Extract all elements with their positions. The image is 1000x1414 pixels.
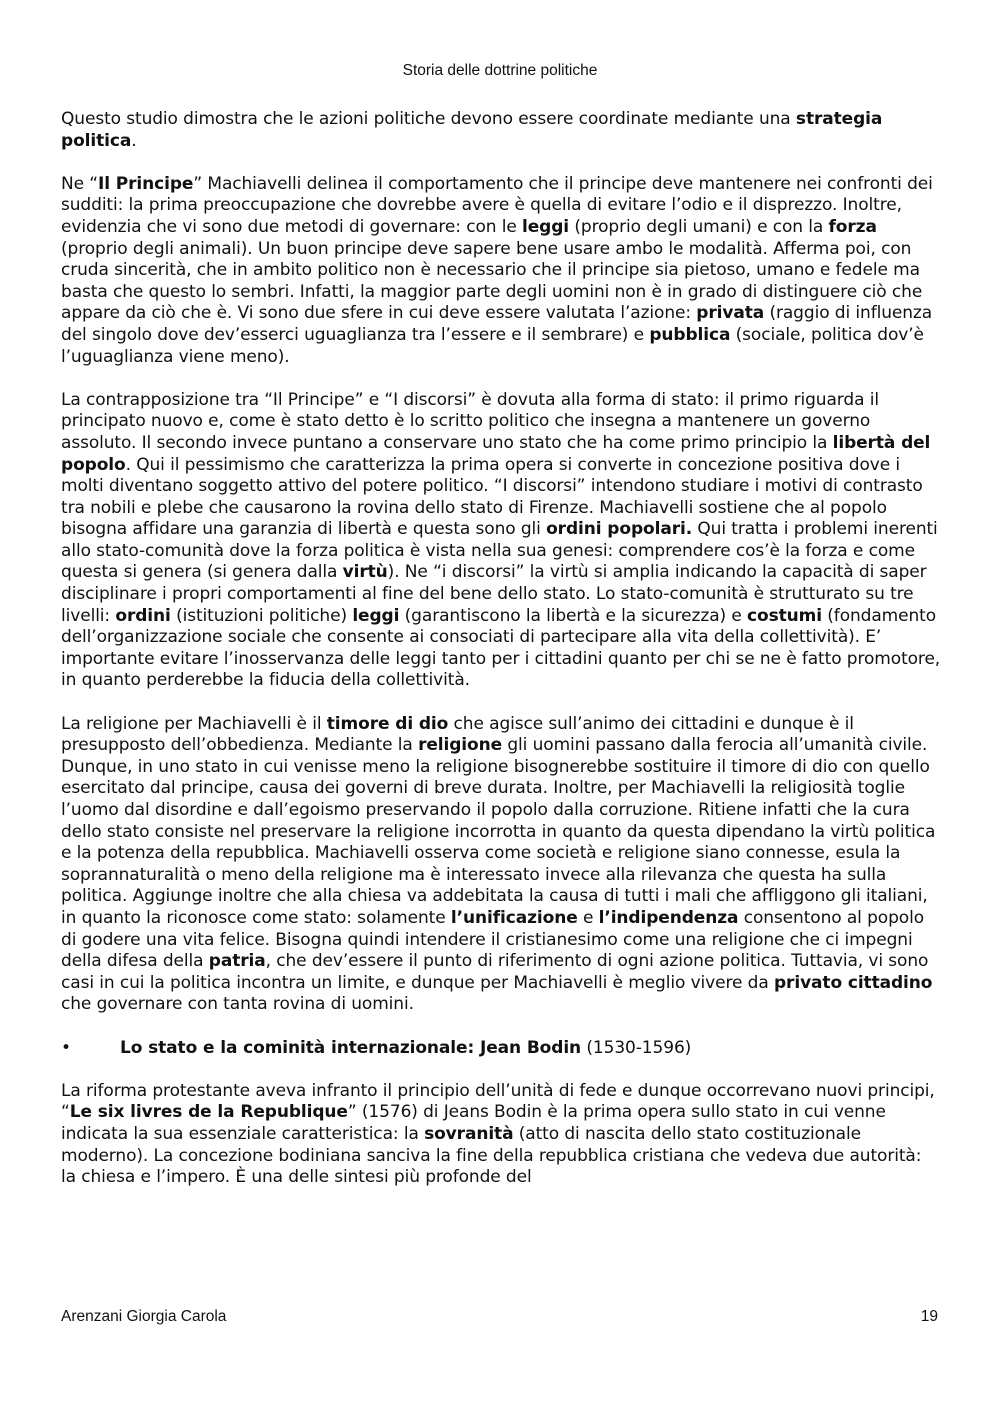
bold-term: strategia politica: [61, 109, 883, 151]
text-span: che agisce sull’animo dei cittadini e dunque è il presupposto dell’obbedienza. Mediante la: [61, 713, 854, 756]
text-span: La riforma protestante aveva infranto il principio dell’unità di fede e dunque occorrevano nuovi principi, “: [61, 1080, 935, 1123]
text-span: , che dev’essere il punto di riferimento di ogni azione politica. Tuttavia, vi sono casi in cui la politica incontra un limite, e dunque per Machiavelli è meglio vivere da: [61, 951, 929, 993]
paragraph-il-principe: [61, 174, 941, 368]
bold-term: libertà del popolo: [61, 432, 931, 475]
text-span: Ne “: [61, 173, 98, 194]
bullet-icon: •: [61, 1037, 71, 1058]
bold-term: timore di dio: [326, 713, 449, 734]
bold-term: pubblica: [649, 324, 731, 345]
bold-term: costumi: [747, 605, 822, 626]
bold-term: privata: [696, 303, 765, 324]
bold-term: Le six livres de la Republique: [69, 1102, 348, 1123]
bold-term: l’indipendenza: [598, 907, 739, 928]
bold-term: privato cittadino: [773, 972, 933, 993]
text-span: consentono al popolo di godere una vita felice. Bisogna quindi intendere il cristianesimo come una religione che ci impegni della difesa della: [61, 907, 925, 972]
page-header: Storia delle dottrine politiche: [402, 62, 598, 79]
text-span: (istituzioni politiche): [170, 605, 353, 626]
bold-term: l’unificazione: [450, 907, 578, 928]
text-span: (proprio degli umani) e con la: [569, 216, 829, 237]
text-span: ). Ne “i discorsi” la virtù si amplia indicando la capacità di saper disciplinare i propri comportamenti al fine del bene dello stato. Lo stato-comunità è strutturato su tre livelli:: [61, 562, 927, 626]
text-span: (garantiscono la libertà e la sicurezza) e: [399, 605, 748, 626]
text-span: La contrapposizione tra “Il Principe” e “I discorsi” è dovuta alla forma di stato: il primo riguarda il principato nuovo e, come è stato detto è lo scritto politico che insegna a mantenere un governo assoluto. Il secondo invece puntano a conservare uno stato che ha come primo principio la: [61, 389, 879, 453]
text-span: . Qui il pessimismo che caratterizza la prima opera si converte in concezione positiva dove i molti diventano soggetto attivo del potere politico. “I discorsi” intendono studiare i motivi di contrasto tra nobili e plebe che causarono la rovina dello stato di Firenze. Machiavelli sostiene che al popolo bisogna affidare una garanzia di libertà e questa sono gli: [61, 454, 923, 540]
text-span: Questo studio dimostra che le azioni politiche devono essere coordinate mediante una: [61, 109, 796, 129]
bold-term: ordini: [115, 605, 171, 626]
bold-term: virtù: [342, 562, 388, 583]
bold-term: sovranità: [424, 1123, 514, 1144]
bold-term: Il Principe: [98, 173, 194, 194]
paragraph-discorsi: [61, 390, 941, 692]
bold-term: leggi: [352, 605, 400, 626]
text-span: (raggio di influenza del singolo dove dev’esserci uguaglianza tra l’essere e il sembrare) e: [61, 303, 933, 345]
paragraph-bodin: [61, 1081, 941, 1189]
footer-page-number: 19: [920, 1308, 938, 1325]
text-span: Qui tratta i problemi inerenti allo stato-comunità dove la forza politica è vista nella sua genesi: comprendere cos’è la forza e come questa si genera (si genera dalla: [61, 519, 938, 583]
section-heading-dates: (1530-1596): [581, 1037, 692, 1058]
text-span: ” (1576) di Jeans Bodin è la prima opera sullo stato in cui venne indicata la sua essenziale caratteristica: la: [61, 1102, 886, 1144]
section-heading-bodin: [61, 1038, 941, 1060]
page-body: [61, 109, 941, 1210]
bold-term: ordini popolari.: [546, 519, 693, 540]
section-heading-title: Lo stato e la cominità internazionale: Jean Bodin: [120, 1037, 582, 1058]
text-span: (fondamento dell’organizzazione sociale che consente ai consociati di partecipare alla vita della collettività). E’ importante evitare l’inosservanza delle leggi tanto per i cittadini quanto per chi se ne è fatto promotore, in quanto perderebbe la fiducia della collettività.: [61, 605, 941, 691]
text-span: e: [577, 907, 599, 928]
text-span: (sociale, politica dov’è l’uguaglianza viene meno).: [61, 324, 924, 367]
text-span: ” Machiavelli delinea il comportamento che il principe deve mantenere nei confronti dei sudditi: la prima preoccupazione che dovrebbe avere è quella di evitare l’odio e il disprezzo. Inoltre, evidenzia che vi sono due metodi di governare: con le: [61, 173, 933, 237]
footer-author: Arenzani Giorgia Carola: [61, 1308, 227, 1325]
bold-term: forza: [828, 216, 877, 237]
text-span: La religione per Machiavelli è il: [61, 713, 327, 734]
bold-term: religione: [418, 735, 503, 756]
text-span: gli uomini passano dalla ferocia all’umanità civile. Dunque, in uno stato in cui venisse meno la religione bisognerebbe sostituire il timore di dio con quello esercitato dal principe, causa dei governi di breve durata. Inoltre, per Machiavelli la religiosità toglie l’uomo dal disordine e dall’egoismo preservando il popolo dalla corruzione. Ritiene infatti che la cura dello stato consiste nel preservare la religione incorrotta in quanto da questa dipendano la virtù politica e la potenza della repubblica. Machiavelli osserva come società e religione siano connesse, esula la soprannaturalità o meno della religione ma è interessato invece alla rilevanza che questa ha sulla politica. Aggiunge inoltre che alla chiesa va addebitata la causa di tutti i mali che affliggono gli italiani, in quanto la riconosce come stato: solamente: [61, 735, 936, 928]
bold-term: patria: [208, 951, 266, 972]
text-span: (atto di nascita dello stato costituzionale moderno). La concezione bodiniana sanciva la fine della repubblica cristiana che vedeva due autorità: la chiesa e l’impero. È una delle sintesi più profonde del: [61, 1123, 922, 1188]
text-span: che governare con tanta rovina di uomini.: [61, 994, 414, 1015]
paragraph-religione: [61, 714, 941, 1016]
bold-term: leggi: [522, 216, 570, 237]
text-span: (proprio degli animali). Un buon principe deve sapere bene usare ambo le modalità. Afferma poi, con cruda sincerità, che in ambito politico non è necessario che il principe sia pietoso, umano e fedele ma basta che questo lo sembri. Infatti, la maggior parte degli uomini non è in grado di distinguere ciò che appare da ciò che è. Vi sono due sfere in cui deve essere valutata l’azione:: [61, 238, 923, 324]
paragraph-strategy: [61, 109, 941, 152]
text-span: .: [131, 130, 137, 151]
